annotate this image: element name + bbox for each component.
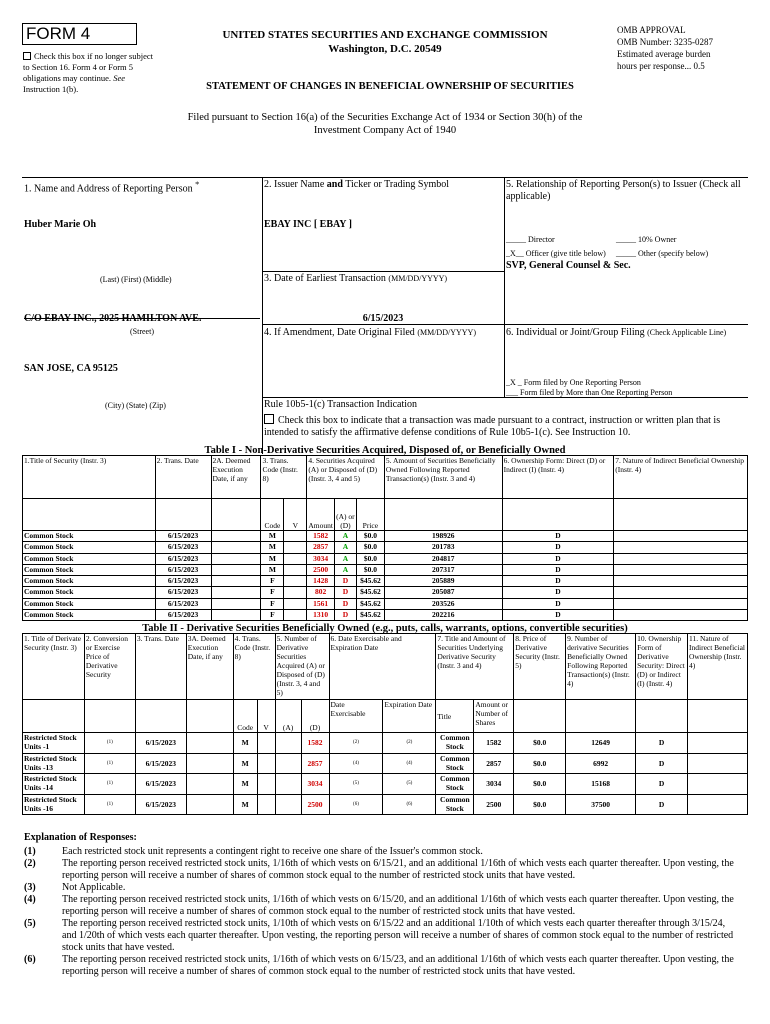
t1-owned-following: 205889 [384, 576, 502, 587]
table-row [23, 753, 748, 774]
t2-h2: 2. Conversion or Exercise Price of Derivative Security [84, 634, 135, 700]
t1-trans-date: 6/15/2023 [155, 553, 211, 564]
t1-h4: 4. Securities Acquired (A) or Disposed of (D) (Instr. 3, 4 and 5) [307, 456, 385, 499]
box3-label-a: 3. Date of Earliest Transaction [264, 273, 386, 284]
t1-price: $45.62 [356, 587, 384, 598]
t1-nature [614, 598, 748, 609]
t1-price: $45.62 [356, 610, 384, 621]
table-row [23, 733, 748, 754]
t1-a-or-d: D [334, 598, 356, 609]
table-row [23, 553, 748, 564]
rule-text: Check this box to indicate that a transaction was made pursuant to a contract, instruction or written plan that is intended to satisfy the affirmative defense conditions of Rule 10b5-1(c). See Instruction 10. [264, 415, 721, 438]
agency-name: UNITED STATES SECURITIES AND EXCHANGE COMMISSION [222, 29, 548, 41]
t2-trans-date: 6/15/2023 [135, 753, 186, 774]
t2-expiration-date: (4) [383, 753, 436, 774]
t1-ownership-form: D [502, 598, 614, 609]
filed-line: Investment Company Act of 1940 [313, 125, 457, 136]
t1-sub-aord: (A) or (D) [334, 499, 356, 531]
t1-v [284, 553, 307, 564]
t2-deemed-date [186, 794, 233, 815]
t1-deemed-date [211, 576, 261, 587]
box1-label [24, 179, 259, 195]
t2-deemed-date [186, 733, 233, 754]
t2-sub-title: Title [436, 700, 474, 733]
t2-h8: 8. Price of Derivative Security (Instr. 5) [514, 634, 566, 700]
filing-option-one[interactable]: _X _ Form filed by One Reporting Person [506, 378, 641, 387]
omb-approval [617, 24, 757, 72]
t1-trans-code: M [261, 564, 284, 575]
t2-acquired [275, 753, 301, 774]
explanation-note [24, 918, 754, 954]
t1-v [284, 576, 307, 587]
t2-security-title: Restricted Stock Units -16 [23, 794, 85, 815]
t2-h10: 10. Ownership Form of Derivative Security: Direct (D) or Indirect (I) (Instr. 4) [636, 634, 688, 700]
box3-label [264, 273, 447, 285]
no-longer-subject-checkbox[interactable] [23, 52, 31, 60]
table-row [23, 794, 748, 815]
table-row [23, 610, 748, 621]
t2-ownership-form: D [636, 733, 688, 754]
non-derivative-table [22, 455, 748, 621]
officer-option[interactable]: _X__ Officer (give title below) [506, 249, 606, 258]
city-state-zip: SAN JOSE, CA 95125 [24, 363, 118, 374]
t1-price: $45.62 [356, 598, 384, 609]
t1-nature [614, 553, 748, 564]
t1-trans-date: 6/15/2023 [155, 587, 211, 598]
table2-title: Table II - Derivative Securities Beneficially Owned (e.g., puts, calls, warrants, options, convertible securities) [142, 623, 628, 634]
street-label: (Street) [130, 327, 154, 336]
no-longer-subject-checkbox-group [23, 51, 153, 95]
t2-trans-code: M [233, 774, 257, 795]
box3-label-b: (MM/DD/YYYY) [388, 274, 448, 283]
form-title: FORM 4 [22, 23, 137, 45]
derivative-table [22, 633, 748, 815]
table-row [23, 598, 748, 609]
t1-owned-following: 205087 [384, 587, 502, 598]
t2-ownership-form: D [636, 753, 688, 774]
t1-a-or-d: D [334, 576, 356, 587]
omb-line: OMB APPROVAL [617, 25, 686, 35]
box5-label: 5. Relationship of Reporting Person(s) to Issuer (Check all applicable) [506, 179, 741, 202]
t2-underlying-title: Common Stock [436, 794, 474, 815]
box4-label [264, 327, 476, 339]
explanation-note [24, 846, 754, 858]
t2-owned-following: 15168 [566, 774, 636, 795]
t2-expiration-date: (5) [383, 774, 436, 795]
t1-h2a: 2A. Deemed Execution Date, if any [211, 456, 261, 499]
t1-price: $0.0 [356, 564, 384, 575]
t2-owned-following: 37500 [566, 794, 636, 815]
t1-amount: 802 [307, 587, 335, 598]
checkbox-text: Check this box if no longer subject to Section 16. Form 4 or Form 5 obligations may continue. [23, 51, 153, 83]
t1-v [284, 598, 307, 609]
note-number: (6) [24, 954, 36, 965]
t2-v [257, 774, 275, 795]
t1-ownership-form: D [502, 542, 614, 553]
t1-price: $0.0 [356, 531, 384, 542]
t1-v [284, 531, 307, 542]
table1-title: Table I - Non-Derivative Securities Acquired, Disposed of, or Beneficially Owned [204, 445, 566, 456]
t2-underlying-title: Common Stock [436, 733, 474, 754]
box2-label-a: 2. Issuer Name [264, 179, 325, 190]
t1-trans-date: 6/15/2023 [155, 598, 211, 609]
note-number: (3) [24, 882, 36, 893]
street-address: C/O EBAY INC., 2025 HAMILTON AVE. [24, 313, 202, 324]
t2-sub-d: (D) [301, 700, 329, 733]
t1-security-title: Common Stock [23, 564, 156, 575]
t2-conversion: (1) [84, 794, 135, 815]
note-text: The reporting person received restricted stock units, 1/16th of which vests on 6/15/23, and an additional 1/16th of which vests each quarter thereafter. Upon vesting, the reporting person will receive a number of shares of common stock equal to the number of restricted stock units that have vested. [62, 954, 734, 977]
t1-amount: 3034 [307, 553, 335, 564]
t1-amount: 2500 [307, 564, 335, 575]
rule-checkbox[interactable] [264, 414, 274, 424]
t1-nature [614, 610, 748, 621]
t1-price: $45.62 [356, 576, 384, 587]
t2-h6: 6. Date Exercisable and Expiration Date [329, 634, 436, 700]
t1-trans-code: M [261, 542, 284, 553]
note-text: The reporting person received restricted stock units, 1/16th of which vests on 6/15/20, and an additional 1/16th of which vests each quarter thereafter. Upon vesting, the reporting person will receive a number of shares of common stock equal to the number of restricted stock units that have vested. [62, 894, 734, 917]
t2-date-exercisable: (6) [329, 794, 383, 815]
city-label: (City) (State) (Zip) [105, 401, 166, 410]
t1-ownership-form: D [502, 587, 614, 598]
explanation-notes [24, 846, 754, 978]
t2-disposed: 2500 [301, 794, 329, 815]
t2-security-title: Restricted Stock Units -14 [23, 774, 85, 795]
explanation-note [24, 858, 754, 882]
t1-h5: 5. Amount of Securities Beneficially Owned Following Reported Transaction(s) (Instr. 3 and 4) [384, 456, 502, 499]
t1-ownership-form: D [502, 576, 614, 587]
t1-trans-code: F [261, 587, 284, 598]
t2-date-exercisable: (2) [329, 733, 383, 754]
box6-label [506, 327, 746, 339]
note-text: Not Applicable. [62, 882, 126, 893]
box2-label [264, 179, 449, 191]
t2-security-title: Restricted Stock Units -13 [23, 753, 85, 774]
table-row [23, 542, 748, 553]
t1-deemed-date [211, 564, 261, 575]
t1-security-title: Common Stock [23, 531, 156, 542]
t2-sub-exer: Date Exercisable [329, 700, 383, 733]
t2-underlying-amount: 3034 [474, 774, 514, 795]
t1-ownership-form: D [502, 610, 614, 621]
t2-conversion: (1) [84, 733, 135, 754]
t2-h3: 3. Trans. Date [135, 634, 186, 700]
t2-nature [687, 733, 747, 754]
table-row [23, 587, 748, 598]
t2-underlying-amount: 1582 [474, 733, 514, 754]
t2-sub-v: V [257, 700, 275, 733]
t2-v [257, 733, 275, 754]
t2-deemed-date [186, 774, 233, 795]
t2-underlying-title: Common Stock [436, 753, 474, 774]
note-text: The reporting person received restricted stock units, 1/16th of which vests on 6/15/21, and an additional 1/16th of which vests each quarter thereafter. Upon vesting, the reporting person will receive a number of shares of common stock equal to the number of restricted stock units that have vested. [62, 858, 734, 881]
t1-ownership-form: D [502, 553, 614, 564]
t1-owned-following: 198926 [384, 531, 502, 542]
t1-amount: 2857 [307, 542, 335, 553]
t2-nature [687, 753, 747, 774]
t1-deemed-date [211, 598, 261, 609]
box4-label-b: (MM/DD/YYYY) [417, 328, 476, 337]
t1-deemed-date [211, 553, 261, 564]
earliest-transaction-date: 6/15/2023 [362, 313, 404, 324]
t1-security-title: Common Stock [23, 587, 156, 598]
t2-security-title: Restricted Stock Units -1 [23, 733, 85, 754]
t1-amount: 1428 [307, 576, 335, 587]
t2-trans-code: M [233, 733, 257, 754]
t2-disposed: 3034 [301, 774, 329, 795]
t1-trans-date: 6/15/2023 [155, 531, 211, 542]
statement-title: STATEMENT OF CHANGES IN BENEFICIAL OWNERSHIP OF SECURITIES [206, 81, 574, 92]
t2-price: $0.0 [514, 774, 566, 795]
t2-underlying-amount: 2857 [474, 753, 514, 774]
t2-acquired [275, 733, 301, 754]
t1-trans-date: 6/15/2023 [155, 564, 211, 575]
t1-ownership-form: D [502, 564, 614, 575]
t2-price: $0.0 [514, 794, 566, 815]
t1-trans-code: F [261, 610, 284, 621]
t1-h1: 1.Title of Security (Instr. 3) [23, 456, 156, 499]
t2-underlying-title: Common Stock [436, 774, 474, 795]
box6-label-b: (Check Applicable Line) [647, 328, 727, 337]
other-option[interactable]: _____ Other (specify below) [616, 249, 709, 258]
ten-pct-owner-option[interactable]: _____ 10% Owner [616, 235, 677, 244]
box2-label-and: and [326, 179, 343, 190]
t1-security-title: Common Stock [23, 576, 156, 587]
t2-deemed-date [186, 753, 233, 774]
t1-sub-v: V [284, 499, 307, 531]
t1-amount: 1310 [307, 610, 335, 621]
t2-acquired [275, 774, 301, 795]
t2-date-exercisable: (5) [329, 774, 383, 795]
reporting-person-name: Huber Marie Oh [24, 219, 97, 230]
t2-sub-exp: Expiration Date [383, 700, 436, 733]
table-row [23, 531, 748, 542]
t2-underlying-amount: 2500 [474, 794, 514, 815]
t1-sub-amount: Amount [307, 499, 335, 531]
t2-h7: 7. Title and Amount of Securities Underlying Derivative Security (Instr. 3 and 4) [436, 634, 514, 700]
t2-acquired [275, 794, 301, 815]
t2-price: $0.0 [514, 753, 566, 774]
t1-trans-code: F [261, 598, 284, 609]
t1-a-or-d: A [334, 564, 356, 575]
t1-v [284, 564, 307, 575]
t1-security-title: Common Stock [23, 598, 156, 609]
t1-trans-date: 6/15/2023 [155, 576, 211, 587]
box6-label-a: 6. Individual or Joint/Group Filing [506, 327, 645, 338]
t1-trans-code: M [261, 531, 284, 542]
box4-label-a: 4. If Amendment, Date Original Filed [264, 327, 415, 338]
issuer-name: EBAY INC [ EBAY ] [264, 219, 352, 230]
t1-security-title: Common Stock [23, 542, 156, 553]
omb-line: OMB Number: 3235-0287 [617, 37, 713, 47]
t1-sub-price: Price [356, 499, 384, 531]
t1-ownership-form: D [502, 531, 614, 542]
t1-owned-following: 207317 [384, 564, 502, 575]
rule-label: Rule 10b5-1(c) Transaction Indication [264, 399, 418, 410]
t2-trans-date: 6/15/2023 [135, 733, 186, 754]
t2-sub-code: Code [233, 700, 257, 733]
t2-conversion: (1) [84, 753, 135, 774]
t1-a-or-d: A [334, 542, 356, 553]
t2-ownership-form: D [636, 794, 688, 815]
t2-trans-date: 6/15/2023 [135, 794, 186, 815]
explanation-note [24, 882, 754, 894]
t1-a-or-d: A [334, 553, 356, 564]
box1-asterisk: * [195, 180, 200, 189]
t1-a-or-d: A [334, 531, 356, 542]
rule-text-group [264, 414, 748, 439]
note-number: (4) [24, 894, 36, 905]
t1-v [284, 610, 307, 621]
box2-label-b: Ticker or Trading Symbol [345, 179, 450, 190]
t1-h3: 3. Trans. Code (Instr. 8) [261, 456, 307, 499]
t1-a-or-d: D [334, 587, 356, 598]
t1-h7: 7. Nature of Indirect Beneficial Ownership (Instr. 4) [614, 456, 748, 499]
omb-line: hours per response... 0.5 [617, 61, 705, 71]
t1-price: $0.0 [356, 542, 384, 553]
t1-owned-following: 204817 [384, 553, 502, 564]
t2-nature [687, 794, 747, 815]
filed-pursuant [120, 111, 650, 137]
t1-owned-following: 203526 [384, 598, 502, 609]
t1-h2: 2. Trans. Date [155, 456, 211, 499]
t1-trans-date: 6/15/2023 [155, 610, 211, 621]
t1-v [284, 587, 307, 598]
note-text: Each restricted stock unit represents a contingent right to receive one share of the Issuer's common stock. [62, 846, 483, 857]
t2-v [257, 794, 275, 815]
explanation-heading: Explanation of Responses: [24, 832, 137, 843]
t2-h9: 9. Number of derivative Securities Beneficially Owned Following Reported Transaction(s) (Instr. 4) [566, 634, 636, 700]
checkbox-see: See [113, 73, 125, 83]
t2-disposed: 2857 [301, 753, 329, 774]
filed-line: Filed pursuant to Section 16(a) of the Securities Exchange Act of 1934 or Section 30(h) of the [187, 112, 583, 123]
t1-a-or-d: D [334, 610, 356, 621]
t1-amount: 1582 [307, 531, 335, 542]
name-parts-label: (Last) (First) (Middle) [100, 275, 172, 284]
t1-v [284, 542, 307, 553]
t1-trans-date: 6/15/2023 [155, 542, 211, 553]
t2-v [257, 753, 275, 774]
t1-trans-code: F [261, 576, 284, 587]
t1-nature [614, 531, 748, 542]
t2-h4: 4. Trans. Code (Instr. 8) [233, 634, 275, 700]
checkbox-instruction: Instruction 1(b). [23, 84, 79, 94]
t2-sub-a: (A) [275, 700, 301, 733]
t2-nature [687, 774, 747, 795]
note-number: (5) [24, 918, 36, 929]
box1-label-text: 1. Name and Address of Reporting Person [24, 183, 193, 195]
t2-disposed: 1582 [301, 733, 329, 754]
t2-h11: 11. Nature of Indirect Beneficial Ownership (Instr. 4) [687, 634, 747, 700]
omb-line: Estimated average burden [617, 49, 711, 59]
filing-option-group[interactable]: ___ Form filed by More than One Reporting Person [506, 388, 673, 397]
t2-trans-code: M [233, 753, 257, 774]
agency-location: Washington, D.C. 20549 [328, 43, 442, 55]
t2-expiration-date: (2) [383, 733, 436, 754]
note-text: The reporting person received restricted stock units, 1/10th of which vests on 6/15/22 and an additional 1/10th of which vests each quarter thereafter through 3/15/24, and 1/20th of which vests each quarter thereafter. Upon vesting, the reporting person will receive a number of shares of common stock equal to the number of restricted stock units that have vested. [62, 918, 734, 953]
explanation-note [24, 894, 754, 918]
table-row [23, 564, 748, 575]
t1-h6: 6. Ownership Form: Direct (D) or Indirect (I) (Instr. 4) [502, 456, 614, 499]
officer-title: SVP, General Counsel & Sec. [506, 260, 631, 271]
t1-deemed-date [211, 610, 261, 621]
t1-deemed-date [211, 542, 261, 553]
explanation-note [24, 954, 754, 978]
t2-ownership-form: D [636, 774, 688, 795]
t1-deemed-date [211, 531, 261, 542]
director-option[interactable]: _____ Director [506, 235, 555, 244]
t2-sub-amt: Amount or Number of Shares [474, 700, 514, 733]
t1-nature [614, 587, 748, 598]
note-number: (2) [24, 858, 36, 869]
t1-security-title: Common Stock [23, 553, 156, 564]
t1-owned-following: 201783 [384, 542, 502, 553]
t1-nature [614, 576, 748, 587]
t1-sub-code: Code [261, 499, 284, 531]
t1-amount: 1561 [307, 598, 335, 609]
t2-owned-following: 12649 [566, 733, 636, 754]
t2-price: $0.0 [514, 733, 566, 754]
t2-h3a: 3A. Deemed Execution Date, if any [186, 634, 233, 700]
t1-trans-code: M [261, 553, 284, 564]
t1-security-title: Common Stock [23, 610, 156, 621]
t2-trans-code: M [233, 794, 257, 815]
t2-conversion: (1) [84, 774, 135, 795]
t1-price: $0.0 [356, 553, 384, 564]
t1-nature [614, 564, 748, 575]
table-row [23, 576, 748, 587]
t1-deemed-date [211, 587, 261, 598]
table-row [23, 774, 748, 795]
t1-owned-following: 202216 [384, 610, 502, 621]
note-number: (1) [24, 846, 36, 857]
t2-h5: 5. Number of Derivative Securities Acquired (A) or Disposed of (D) (Instr. 3, 4 and 5) [275, 634, 329, 700]
t2-owned-following: 6992 [566, 753, 636, 774]
t1-nature [614, 542, 748, 553]
t2-date-exercisable: (4) [329, 753, 383, 774]
t2-trans-date: 6/15/2023 [135, 774, 186, 795]
t2-expiration-date: (6) [383, 794, 436, 815]
t2-h1: 1. Title of Derivate Security (Instr. 3) [23, 634, 85, 700]
